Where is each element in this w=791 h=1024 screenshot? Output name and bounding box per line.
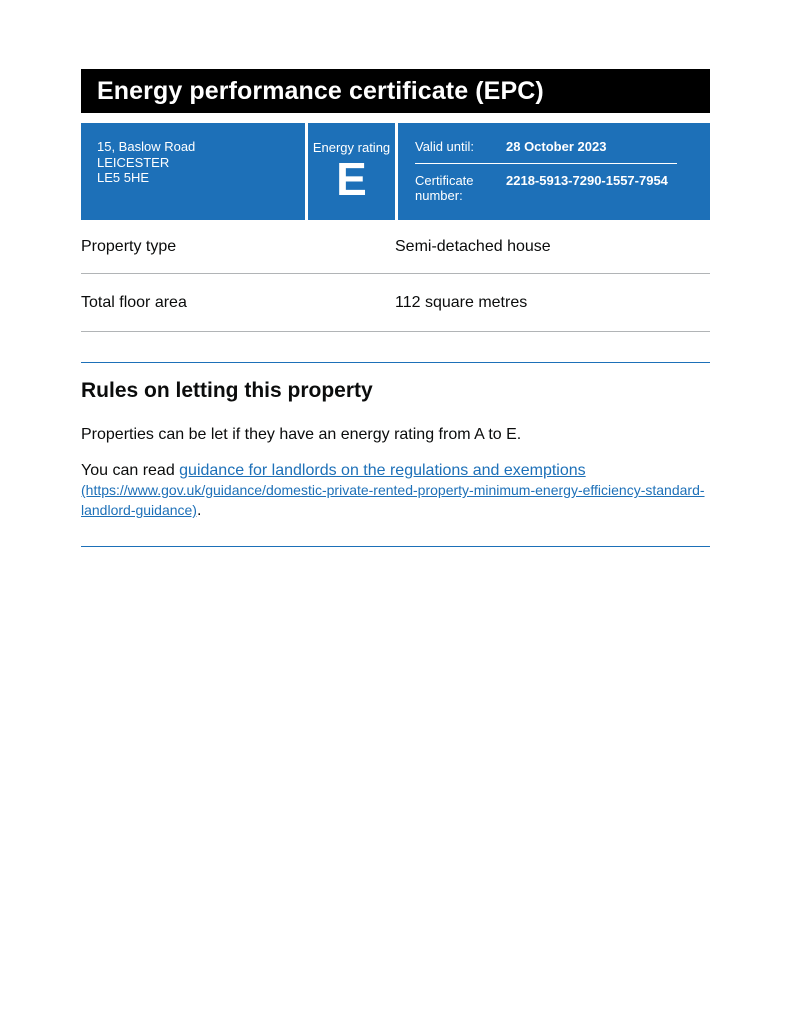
- certificate-meta-panel: [398, 123, 710, 220]
- valid-until-value: 28 October 2023: [506, 139, 607, 154]
- floor-area-label: Total floor area: [81, 293, 187, 311]
- letting-rules-section: [81, 362, 710, 547]
- valid-until-row: [415, 137, 677, 164]
- floor-area-value: 112 square metres: [395, 293, 528, 311]
- certificate-number-row: [415, 164, 677, 203]
- address-line-2: LEICESTER: [97, 154, 170, 170]
- certificate-number-value: 2218-5913-7290-1557-7954: [506, 173, 668, 188]
- energy-rating-value: E: [336, 153, 367, 205]
- certificate-number-label: Certificate number:: [415, 173, 474, 203]
- guidance-link-text: guidance for landlords on the regulations and exemptions: [179, 462, 586, 479]
- letting-rules-paragraph: Properties can be let if they have an energy rating from A to E.: [81, 426, 522, 443]
- property-type-value: Semi-detached house: [395, 237, 551, 255]
- letting-rules-heading: Rules on letting this property: [81, 379, 373, 402]
- title-bar: [81, 69, 710, 113]
- guidance-suffix: .: [196, 502, 202, 519]
- energy-rating-panel: [308, 123, 395, 220]
- section-divider-bottom: [81, 546, 710, 547]
- certificate-summary: [81, 123, 710, 220]
- address-line-1: 15, Baslow Road: [97, 139, 196, 154]
- epc-document: [81, 69, 710, 547]
- energy-rating-label: Energy rating: [312, 140, 391, 155]
- guidance-link-url: (https://www.gov.uk/guidance/domestic-private-rented-property-minimum-energy-efficiency-standard-landlord-guidance): [81, 482, 705, 518]
- valid-until-label: Valid until:: [415, 139, 475, 154]
- guidance-paragraph: [81, 461, 710, 521]
- page-title: Energy performance certificate (EPC): [97, 76, 544, 105]
- floor-area-row: [81, 274, 710, 332]
- property-details: [81, 220, 710, 332]
- address-line-3: LE5 5HE: [97, 170, 150, 185]
- guidance-prefix: You can read: [81, 462, 180, 479]
- property-type-label: Property type: [81, 237, 177, 255]
- property-type-row: [81, 220, 710, 274]
- address-panel: [81, 123, 305, 220]
- section-divider-top: [81, 362, 710, 363]
